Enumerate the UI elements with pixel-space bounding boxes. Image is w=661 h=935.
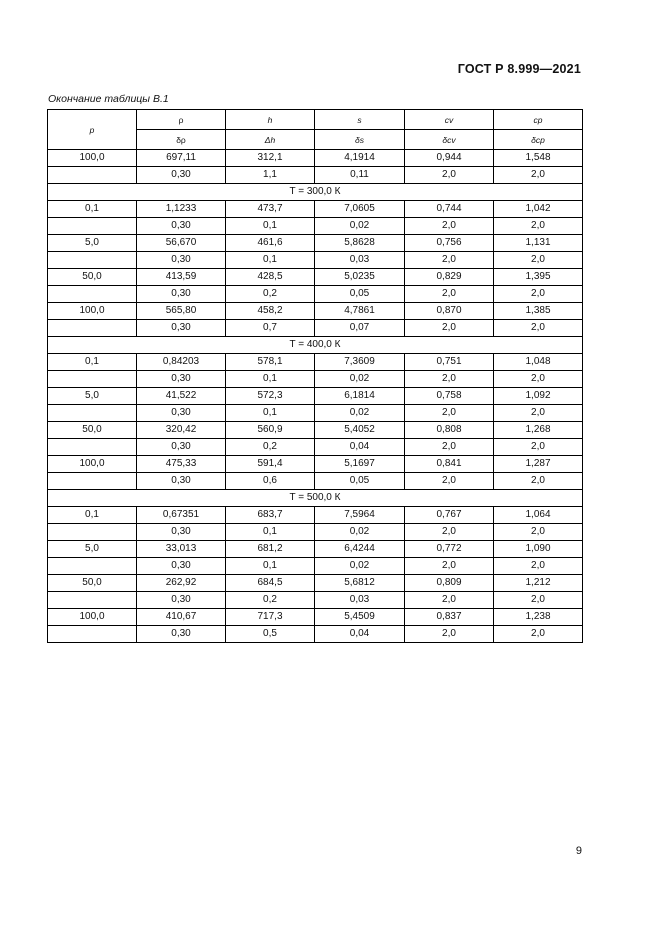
pressure-cell [48, 286, 137, 303]
value-cell: 681,2 [226, 541, 315, 558]
table-row [48, 558, 583, 575]
value-cell: 5,4509 [315, 609, 405, 626]
value-cell: 0,2 [226, 592, 315, 609]
value-cell: 0,1 [226, 252, 315, 269]
value-cell: 0,758 [405, 388, 494, 405]
header-uncertainty: Δh [226, 130, 315, 150]
pressure-cell: 50,0 [48, 269, 137, 286]
value-cell: 0,30 [137, 167, 226, 184]
value-cell: 2,0 [405, 320, 494, 337]
value-cell: 578,1 [226, 354, 315, 371]
header-symbol: h [226, 110, 315, 130]
value-cell: 262,92 [137, 575, 226, 592]
value-cell: 0,756 [405, 235, 494, 252]
value-cell: 2,0 [405, 371, 494, 388]
value-cell: 0,751 [405, 354, 494, 371]
value-cell: 0,04 [315, 439, 405, 456]
value-cell: 1,395 [494, 269, 583, 286]
value-cell: 6,1814 [315, 388, 405, 405]
value-cell: 0,05 [315, 286, 405, 303]
value-cell: 0,02 [315, 524, 405, 541]
value-cell: 0,02 [315, 218, 405, 235]
value-cell: 0,1 [226, 524, 315, 541]
section-row [48, 184, 583, 201]
value-cell: 7,3609 [315, 354, 405, 371]
value-cell: 2,0 [494, 473, 583, 490]
table-row [48, 422, 583, 439]
pressure-cell [48, 592, 137, 609]
pressure-cell [48, 626, 137, 643]
value-cell: 0,30 [137, 473, 226, 490]
table-row [48, 575, 583, 592]
pressure-cell [48, 252, 137, 269]
value-cell: 0,767 [405, 507, 494, 524]
value-cell: 560,9 [226, 422, 315, 439]
header-p: p [48, 110, 137, 150]
table-row [48, 524, 583, 541]
header-uncertainty: δcp [494, 130, 583, 150]
value-cell: 0,1 [226, 558, 315, 575]
value-cell: 6,4244 [315, 541, 405, 558]
pressure-cell [48, 218, 137, 235]
table-row [48, 235, 583, 252]
value-cell: 1,548 [494, 150, 583, 167]
value-cell: 5,8628 [315, 235, 405, 252]
value-cell: 1,268 [494, 422, 583, 439]
value-cell: 683,7 [226, 507, 315, 524]
value-cell: 2,0 [494, 320, 583, 337]
pressure-cell: 5,0 [48, 235, 137, 252]
pressure-cell [48, 524, 137, 541]
value-cell: 0,30 [137, 524, 226, 541]
pressure-cell: 100,0 [48, 150, 137, 167]
section-label: T = 300,0 К [48, 184, 583, 201]
table-row [48, 150, 583, 167]
value-cell: 0,1 [226, 405, 315, 422]
table-row [48, 439, 583, 456]
value-cell: 697,11 [137, 150, 226, 167]
header-symbol: s [315, 110, 405, 130]
table-row [48, 473, 583, 490]
header-uncertainty: δρ [137, 130, 226, 150]
value-cell: 41,522 [137, 388, 226, 405]
table-row [48, 269, 583, 286]
value-cell: 2,0 [494, 167, 583, 184]
value-cell: 0,30 [137, 439, 226, 456]
value-cell: 565,80 [137, 303, 226, 320]
value-cell: 0,30 [137, 218, 226, 235]
header-uncertainty: δcv [405, 130, 494, 150]
table-row [48, 252, 583, 269]
value-cell: 0,30 [137, 252, 226, 269]
value-cell: 0,30 [137, 405, 226, 422]
value-cell: 5,0235 [315, 269, 405, 286]
table-row [48, 218, 583, 235]
table-row [48, 507, 583, 524]
pressure-cell [48, 473, 137, 490]
value-cell: 2,0 [405, 626, 494, 643]
table-caption: Окончание таблицы В.1 [48, 93, 169, 105]
value-cell: 717,3 [226, 609, 315, 626]
value-cell: 2,0 [494, 286, 583, 303]
value-cell: 2,0 [494, 524, 583, 541]
pressure-cell: 0,1 [48, 354, 137, 371]
table-row [48, 320, 583, 337]
table-body [48, 150, 583, 643]
value-cell: 461,6 [226, 235, 315, 252]
pressure-cell: 50,0 [48, 575, 137, 592]
table-row [48, 388, 583, 405]
header-symbol: cp [494, 110, 583, 130]
value-cell: 7,0605 [315, 201, 405, 218]
pressure-cell [48, 439, 137, 456]
value-cell: 0,1 [226, 371, 315, 388]
table-row [48, 167, 583, 184]
value-cell: 0,30 [137, 320, 226, 337]
table-row [48, 371, 583, 388]
value-cell: 0,30 [137, 286, 226, 303]
value-cell: 0,1 [226, 218, 315, 235]
section-label: T = 500,0 К [48, 490, 583, 507]
value-cell: 5,6812 [315, 575, 405, 592]
value-cell: 1,131 [494, 235, 583, 252]
value-cell: 410,67 [137, 609, 226, 626]
value-cell: 5,4052 [315, 422, 405, 439]
value-cell: 0,84203 [137, 354, 226, 371]
table-header [48, 110, 583, 150]
table-row [48, 405, 583, 422]
value-cell: 0,30 [137, 371, 226, 388]
pressure-cell: 100,0 [48, 456, 137, 473]
pressure-cell: 0,1 [48, 507, 137, 524]
pressure-cell: 5,0 [48, 388, 137, 405]
pressure-cell: 5,0 [48, 541, 137, 558]
section-row [48, 337, 583, 354]
value-cell: 0,30 [137, 592, 226, 609]
value-cell: 0,7 [226, 320, 315, 337]
pressure-cell [48, 320, 137, 337]
pressure-cell: 100,0 [48, 303, 137, 320]
pressure-cell: 100,0 [48, 609, 137, 626]
value-cell: 1,287 [494, 456, 583, 473]
header-symbol: cv [405, 110, 494, 130]
pressure-cell: 0,1 [48, 201, 137, 218]
value-cell: 1,1 [226, 167, 315, 184]
value-cell: 1,1233 [137, 201, 226, 218]
value-cell: 0,744 [405, 201, 494, 218]
value-cell: 572,3 [226, 388, 315, 405]
section-row [48, 490, 583, 507]
table-row [48, 456, 583, 473]
table-row [48, 201, 583, 218]
value-cell: 2,0 [405, 286, 494, 303]
page-number: 9 [575, 845, 582, 857]
value-cell: 0,772 [405, 541, 494, 558]
pressure-cell [48, 558, 137, 575]
value-cell: 0,837 [405, 609, 494, 626]
table-row [48, 609, 583, 626]
value-cell: 2,0 [405, 473, 494, 490]
value-cell: 0,03 [315, 252, 405, 269]
value-cell: 2,0 [405, 558, 494, 575]
pressure-cell: 50,0 [48, 422, 137, 439]
value-cell: 2,0 [405, 524, 494, 541]
value-cell: 0,5 [226, 626, 315, 643]
value-cell: 0,841 [405, 456, 494, 473]
value-cell: 0,67351 [137, 507, 226, 524]
value-cell: 0,05 [315, 473, 405, 490]
value-cell: 0,30 [137, 626, 226, 643]
table-row [48, 354, 583, 371]
value-cell: 0,02 [315, 558, 405, 575]
value-cell: 0,2 [226, 439, 315, 456]
value-cell: 684,5 [226, 575, 315, 592]
value-cell: 56,670 [137, 235, 226, 252]
value-cell: 0,870 [405, 303, 494, 320]
standard-code: ГОСТ Р 8.999—2021 [457, 62, 581, 76]
table-row [48, 286, 583, 303]
value-cell: 2,0 [494, 405, 583, 422]
value-cell: 458,2 [226, 303, 315, 320]
value-cell: 1,042 [494, 201, 583, 218]
value-cell: 428,5 [226, 269, 315, 286]
pressure-cell [48, 371, 137, 388]
value-cell: 0,829 [405, 269, 494, 286]
value-cell: 1,212 [494, 575, 583, 592]
table-row [48, 303, 583, 320]
value-cell: 2,0 [405, 218, 494, 235]
value-cell: 2,0 [494, 371, 583, 388]
value-cell: 2,0 [405, 439, 494, 456]
value-cell: 0,04 [315, 626, 405, 643]
value-cell: 2,0 [494, 558, 583, 575]
value-cell: 1,238 [494, 609, 583, 626]
header-symbol: ρ [137, 110, 226, 130]
value-cell: 0,02 [315, 405, 405, 422]
table-row [48, 592, 583, 609]
pressure-cell [48, 405, 137, 422]
value-cell: 0,02 [315, 371, 405, 388]
data-table [47, 109, 583, 643]
value-cell: 591,4 [226, 456, 315, 473]
value-cell: 0,07 [315, 320, 405, 337]
section-label: T = 400,0 К [48, 337, 583, 354]
value-cell: 413,59 [137, 269, 226, 286]
table-row [48, 541, 583, 558]
value-cell: 312,1 [226, 150, 315, 167]
header-uncertainty: δs [315, 130, 405, 150]
value-cell: 1,064 [494, 507, 583, 524]
value-cell: 1,092 [494, 388, 583, 405]
value-cell: 2,0 [494, 252, 583, 269]
value-cell: 0,30 [137, 558, 226, 575]
value-cell: 4,1914 [315, 150, 405, 167]
value-cell: 2,0 [494, 626, 583, 643]
value-cell: 473,7 [226, 201, 315, 218]
pressure-cell [48, 167, 137, 184]
value-cell: 4,7861 [315, 303, 405, 320]
value-cell: 2,0 [494, 439, 583, 456]
table-row [48, 626, 583, 643]
value-cell: 2,0 [405, 592, 494, 609]
value-cell: 1,385 [494, 303, 583, 320]
value-cell: 320,42 [137, 422, 226, 439]
value-cell: 2,0 [494, 218, 583, 235]
value-cell: 2,0 [494, 592, 583, 609]
value-cell: 2,0 [405, 405, 494, 422]
value-cell: 1,048 [494, 354, 583, 371]
value-cell: 1,090 [494, 541, 583, 558]
value-cell: 7,5964 [315, 507, 405, 524]
value-cell: 0,03 [315, 592, 405, 609]
value-cell: 5,1697 [315, 456, 405, 473]
value-cell: 0,2 [226, 286, 315, 303]
value-cell: 0,6 [226, 473, 315, 490]
value-cell: 0,11 [315, 167, 405, 184]
value-cell: 2,0 [405, 252, 494, 269]
value-cell: 2,0 [405, 167, 494, 184]
value-cell: 0,809 [405, 575, 494, 592]
value-cell: 33,013 [137, 541, 226, 558]
value-cell: 0,944 [405, 150, 494, 167]
value-cell: 0,808 [405, 422, 494, 439]
value-cell: 475,33 [137, 456, 226, 473]
